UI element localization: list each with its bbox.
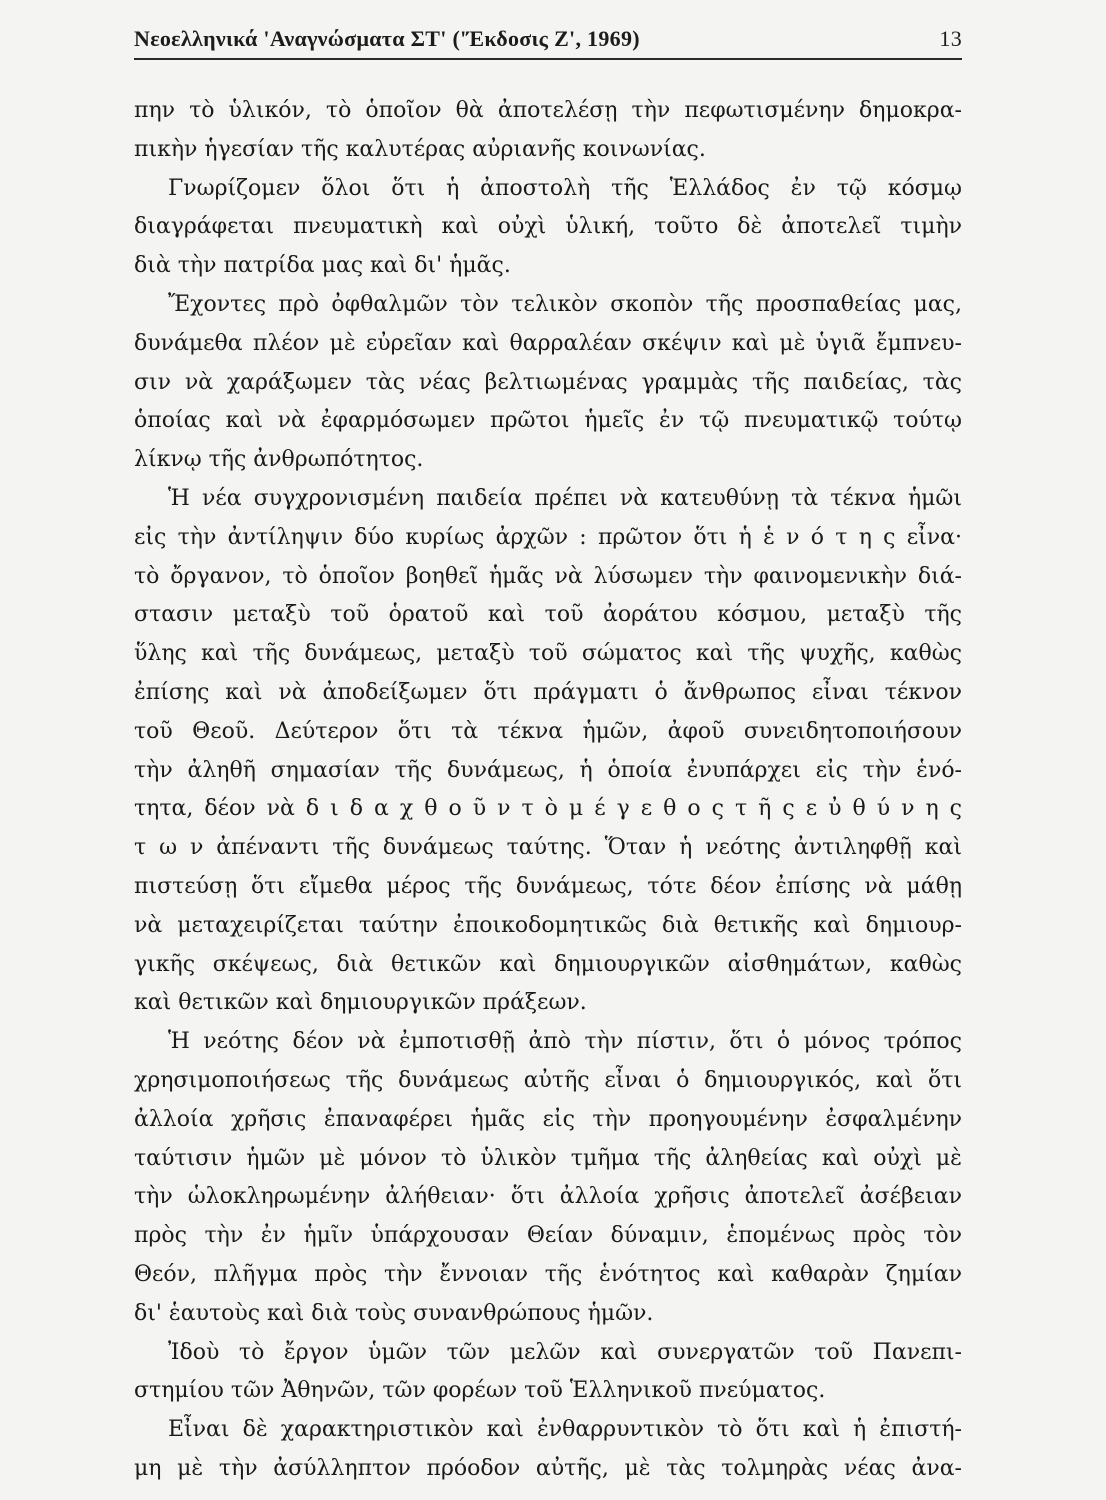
text-line: διαγράφεται πνευματικὴ καὶ οὐχὶ ὑλική, τοῦτο δὲ ἀποτελεῖ τιμὴν xyxy=(134,214,962,240)
text-line: Ἡ νέα συγχρονισμένη παιδεία πρέπει νὰ κατευθύνῃ τὰ τέκνα ἡμῶι xyxy=(168,485,962,511)
running-header xyxy=(134,26,962,52)
text-line: σιν νὰ χαράξωμεν τὰς νέας βελτιωμένας γραμμὰς τῆς παιδείας, τὰς xyxy=(134,369,962,395)
text-line: πιστεύσῃ ὅτι εἴμεθα μέρος τῆς δυνάμεως, τότε δέον ἐπίσης νὰ μάθῃ xyxy=(134,873,962,899)
text-line: Θεόν, πλῆγμα πρὸς τὴν ἔννοιαν τῆς ἑνότητος καὶ καθαρὰν ζημίαν xyxy=(134,1261,962,1287)
text-line: πρὸς τὴν ἐν ἡμῖν ὑπάρχουσαν Θείαν δύναμιν, ἑπομένως πρὸς τὸν xyxy=(134,1223,962,1249)
text-line: τὴν ὡλοκληρωμένην ἀλήθειαν· ὅτι ἀλλοία χρῆσις ἀποτελεῖ ἀσέβειαν xyxy=(134,1184,962,1210)
text-line: Εἶναι δὲ χαρακτηριστικὸν καὶ ἐνθαρρυντικὸν τὸ ὅτι καὶ ἡ ἐπιστή- xyxy=(168,1417,962,1443)
text-line: καὶ θετικῶν καὶ δημιουργικῶν πράξεων. xyxy=(134,990,587,1016)
text-line: τοῦ Θεοῦ. Δεύτερον ὅτι τὰ τέκνα ἡμῶν, ἀφοῦ συνειδητοποιήσουν xyxy=(134,718,962,744)
text-line: Ἰδοὺ τὸ ἔργον ὑμῶν τῶν μελῶν καὶ συνεργατῶν τοῦ Πανεπι- xyxy=(168,1339,962,1365)
body-text xyxy=(134,92,962,1489)
text-line: Γνωρίζομεν ὅλοι ὅτι ἡ ἀποστολὴ τῆς Ἑλλάδος ἐν τῷ κόσμῳ xyxy=(168,175,962,201)
text-line: δι' ἑαυτοὺς καὶ διὰ τοὺς συνανθρώπους ἡμῶν. xyxy=(134,1300,654,1326)
text-line: τητα, δέον νὰ δ ι δ α χ θ ο ῦ ν τ ὸ μ έ γ ε θ ο ς τ ῆ ς ε ὐ θ ύ ν η ς xyxy=(134,796,962,822)
text-line: στημίου τῶν Ἀθηνῶν, τῶν φορέων τοῦ Ἑλληνικοῦ πνεύματος. xyxy=(134,1378,826,1404)
text-line: μη μὲ τὴν ἀσύλληπτον πρόοδον αὐτῆς, μὲ τὰς τολμηρὰς νέας ἀνα- xyxy=(134,1455,962,1481)
text-line: εἰς τὴν ἀντίληψιν δύο κυρίως ἀρχῶν : πρῶτον ὅτι ἡ ἑ ν ό τ η ς εἶνα· xyxy=(134,524,962,550)
text-line: Ἔχοντες πρὸ ὀφθαλμῶν τὸν τελικὸν σκοπὸν τῆς προσπαθείας μας, xyxy=(168,291,962,317)
text-line: στασιν μεταξὺ τοῦ ὁρατοῦ καὶ τοῦ ἀοράτου κόσμου, μεταξὺ τῆς xyxy=(134,602,962,628)
text-line: τ ω ν ἀπέναντι τῆς δυνάμεως ταύτης. Ὅταν ἡ νεότης ἀντιληφθῇ καὶ xyxy=(134,835,962,861)
text-line: χρησιμοποιήσεως τῆς δυνάμεως αὐτῆς εἶναι ὁ δημιουργικός, καὶ ὅτι xyxy=(134,1067,962,1093)
text-line: Ἡ νεότης δέον νὰ ἐμποτισθῇ ἀπὸ τὴν πίστιν, ὅτι ὁ μόνος τρόπος xyxy=(168,1029,962,1055)
text-line: τὸ ὄργανον, τὸ ὁποῖον βοηθεῖ ἡμᾶς νὰ λύσωμεν τὴν φαινομενικὴν διά- xyxy=(134,563,962,589)
text-line: νὰ μεταχειρίζεται ταύτην ἐποικοδομητικῶς διὰ θετικῆς καὶ δημιουρ- xyxy=(134,912,962,938)
text-line: ὕλης καὶ τῆς δυνάμεως, μεταξὺ τοῦ σώματος καὶ τῆς ψυχῆς, καθὼς xyxy=(134,641,962,667)
text-line: πην τὸ ὑλικόν, τὸ ὁποῖον θὰ ἀποτελέσῃ τὴν πεφωτισμένην δημοκρα- xyxy=(134,98,962,123)
text-line: ἀλλοία χρῆσις ἐπαναφέρει ἡμᾶς εἰς τὴν προηγουμένην ἐσφαλμένην xyxy=(134,1106,962,1132)
text-line: διὰ τὴν πατρίδα μας καὶ δι' ἡμᾶς. xyxy=(134,253,511,279)
text-line: δυνάμεθα πλέον μὲ εὐρεῖαν καὶ θαρραλέαν σκέψιν καὶ μὲ ὑγιᾶ ἔμπνευ- xyxy=(134,330,962,356)
text-line: λίκνῳ τῆς ἀνθρωπότητος. xyxy=(134,447,424,473)
text-line: ὁποίας καὶ νὰ ἐφαρμόσωμεν πρῶτοι ἡμεῖς ἐν τῷ πνευματικῷ τούτῳ xyxy=(134,408,962,434)
header-rule xyxy=(134,58,962,60)
text-line: πικὴν ἡγεσίαν τῆς καλυτέρας αὐριανῆς κοινωνίας. xyxy=(134,136,706,162)
text-line: ἐπίσης καὶ νὰ ἀποδείξωμεν ὅτι πράγματι ὁ ἄνθρωπος εἶναι τέκνον xyxy=(134,679,962,705)
running-title: Νεοελληνικά 'Αναγνώσματα ΣΤ' ('Έκδοσις Ζ', 1969) xyxy=(134,26,640,51)
text-line: γικῆς σκέψεως, διὰ θετικῶν καὶ δημιουργικῶν αἰσθημάτων, καθὼς xyxy=(134,951,962,977)
text-line: τὴν ἀληθῆ σημασίαν τῆς δυνάμεως, ἡ ὁποία ἐνυπάρχει εἰς τὴν ἑνό- xyxy=(134,757,962,783)
page-number: 13 xyxy=(939,26,962,51)
text-line: ταύτισιν ἡμῶν μὲ μόνον τὸ ὑλικὸν τμῆμα τῆς ἀληθείας καὶ οὐχὶ μὲ xyxy=(134,1145,962,1171)
